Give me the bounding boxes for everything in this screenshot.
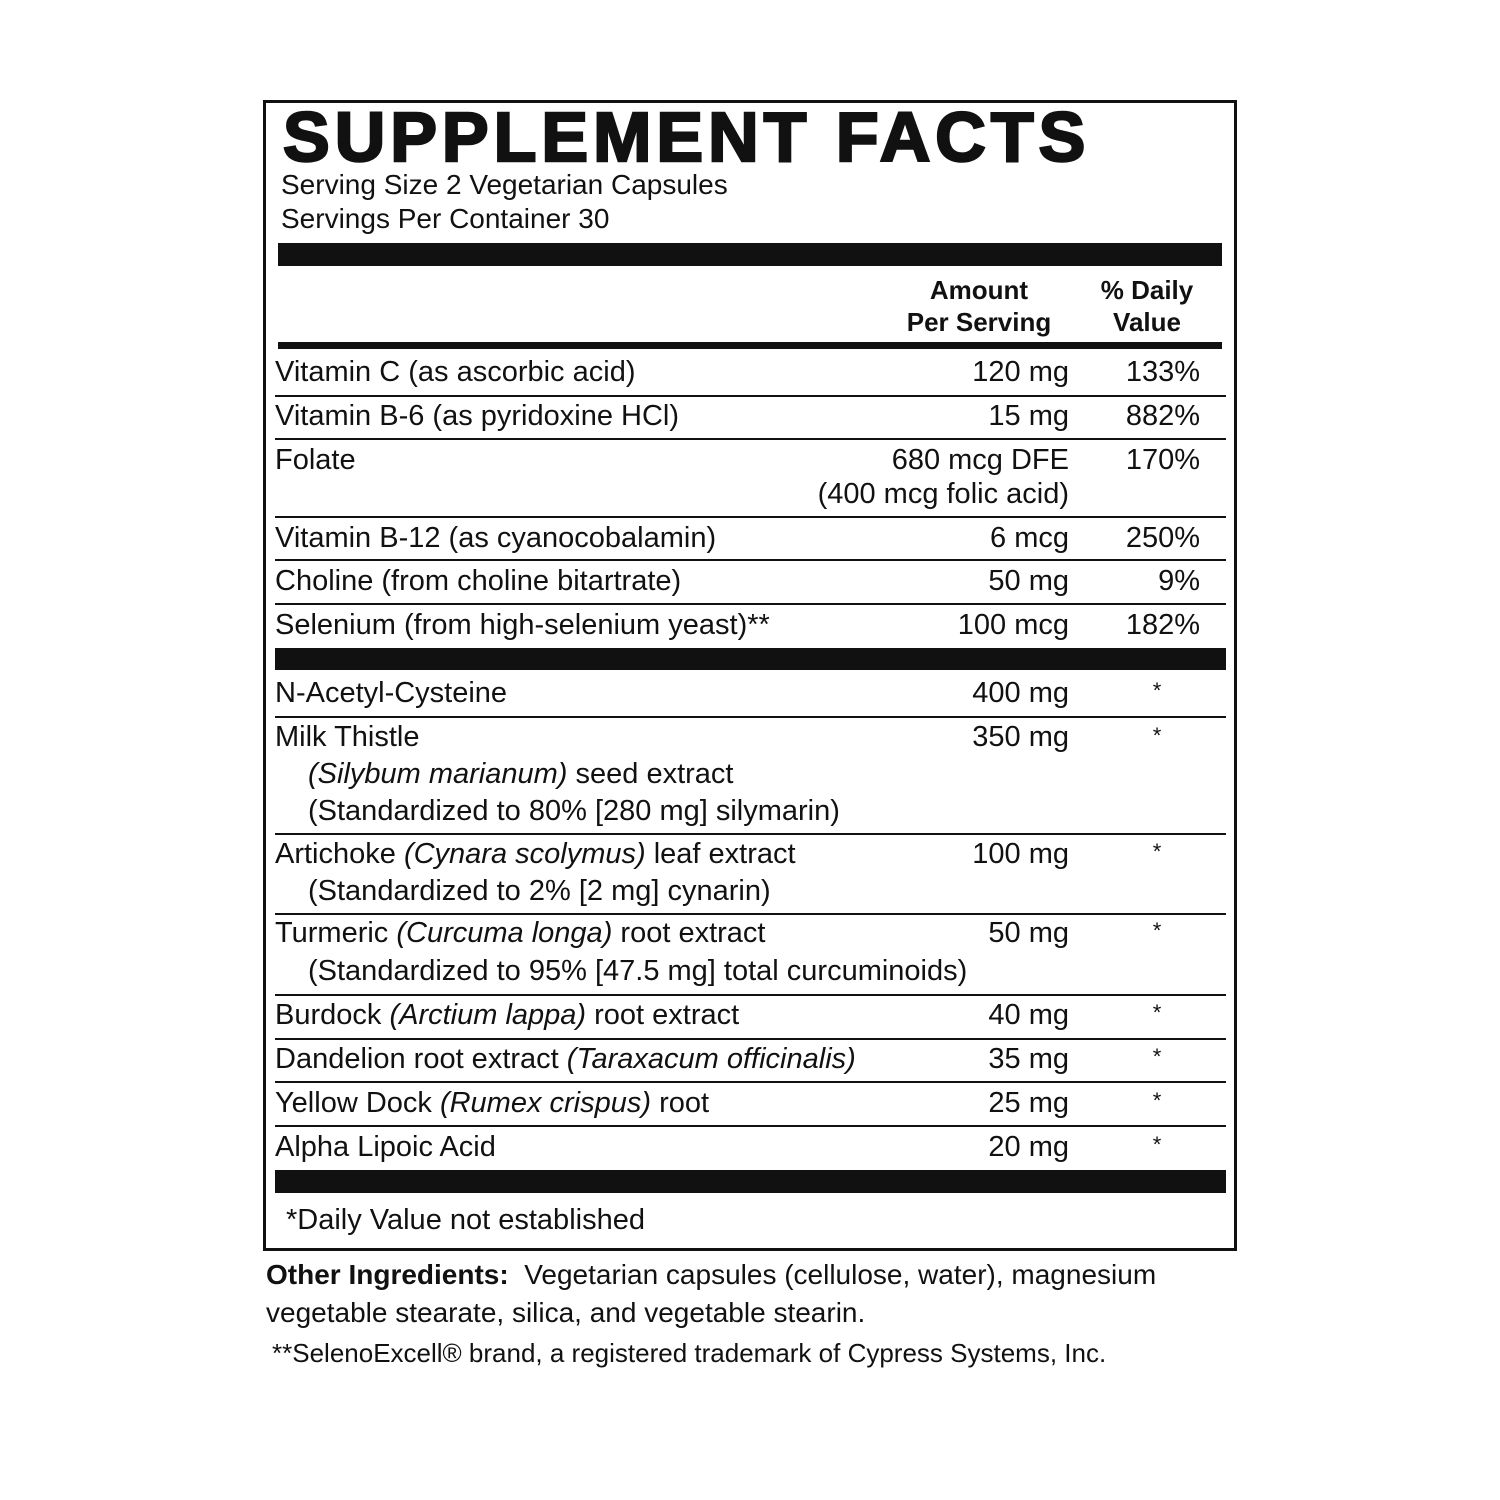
nutrient-dv: 882% <box>1125 400 1200 432</box>
nutrient-dv: 9% <box>1158 565 1200 597</box>
row-divider <box>275 438 1226 440</box>
dv-not-established-mark: * <box>1152 678 1162 703</box>
ingredient-name: Burdock (Arctium lappa) root extract <box>275 999 740 1031</box>
nutrient-name: Choline (from choline bitartrate) <box>275 565 682 597</box>
dv-not-established-mark: * <box>1152 1044 1162 1069</box>
row-divider <box>275 833 1226 835</box>
thick-divider <box>275 648 1226 670</box>
nutrient-dv: 250% <box>1125 522 1200 554</box>
daily-value-header: % Daily Value <box>1100 275 1194 337</box>
ingredient-name: Alpha Lipoic Acid <box>275 1131 496 1163</box>
nutrient-amount: 15 mg <box>988 400 1069 432</box>
ingredient-name: Yellow Dock (Rumex crispus) root <box>275 1087 710 1119</box>
ingredient-amount: 40 mg <box>988 999 1069 1031</box>
dv-not-established-mark: * <box>1152 1000 1162 1025</box>
nutrient-name: Vitamin C (as ascorbic acid) <box>275 356 636 388</box>
ingredient-name: Turmeric (Curcuma longa) root extract <box>275 917 766 949</box>
row-divider <box>275 516 1226 518</box>
nutrient-amount-detail: (400 mcg folic acid) <box>817 478 1069 510</box>
nutrient-name: Selenium (from high-selenium yeast)** <box>275 609 770 641</box>
nutrient-amount: 120 mg <box>972 356 1069 388</box>
row-divider <box>275 1081 1226 1083</box>
nutrient-dv: 170% <box>1125 444 1200 476</box>
nutrient-name: Vitamin B-6 (as pyridoxine HCl) <box>275 400 679 432</box>
dv-not-established-mark: * <box>1152 1088 1162 1113</box>
dv-not-established-mark: * <box>1152 918 1162 943</box>
ingredient-amount: 25 mg <box>988 1087 1069 1119</box>
ingredient-amount: 20 mg <box>988 1131 1069 1163</box>
amount-header: Amount Per Serving <box>906 275 1052 337</box>
thick-divider <box>278 243 1222 266</box>
row-divider <box>275 716 1226 718</box>
ingredient-name: Artichoke (Cynara scolymus) leaf extract <box>275 838 796 870</box>
dv-not-established-mark: * <box>1152 1132 1162 1157</box>
nutrient-name: Folate <box>275 444 356 476</box>
thick-divider <box>275 1170 1226 1193</box>
daily-value-footnote: *Daily Value not established <box>286 1204 645 1236</box>
ingredient-name: Dandelion root extract (Taraxacum officinalis) <box>275 1043 856 1075</box>
nutrient-name: Vitamin B-12 (as cyanocobalamin) <box>275 522 717 554</box>
ingredient-standardization: (Standardized to 2% [2 mg] cynarin) <box>308 875 771 907</box>
row-divider <box>275 603 1226 605</box>
nutrient-amount: 680 mcg DFE <box>891 444 1069 476</box>
nutrient-dv: 182% <box>1125 609 1200 641</box>
ingredient-amount: 50 mg <box>988 917 1069 949</box>
row-divider <box>275 395 1226 397</box>
trademark-note: **SelenoExcell® brand, a registered trademark of Cypress Systems, Inc. <box>272 1338 1107 1368</box>
servings-per-container: Servings Per Container 30 <box>281 203 610 234</box>
row-divider <box>275 1038 1226 1040</box>
nutrient-amount: 50 mg <box>988 565 1069 597</box>
nutrient-amount: 100 mcg <box>957 609 1069 641</box>
dv-not-established-mark: * <box>1152 723 1162 748</box>
row-divider <box>275 559 1226 561</box>
nutrient-amount: 6 mcg <box>990 522 1069 554</box>
ingredient-amount: 350 mg <box>972 721 1069 753</box>
serving-size: Serving Size 2 Vegetarian Capsules <box>281 169 728 200</box>
ingredient-amount: 400 mg <box>972 677 1069 709</box>
ingredient-name: N-Acetyl-Cysteine <box>275 677 508 709</box>
ingredient-standardization: (Standardized to 95% [47.5 mg] total curcuminoids) <box>308 955 968 987</box>
nutrient-dv: 133% <box>1125 356 1200 388</box>
ingredient-name: Milk Thistle <box>275 721 420 753</box>
other-ingredients-text: Vegetarian capsules (cellulose, water), magnesium vegetable stearate, silica, and vegetable stearin. <box>266 1259 1157 1328</box>
other-ingredients-label: Other Ingredients: <box>266 1259 509 1290</box>
row-divider <box>275 994 1226 996</box>
ingredient-amount: 35 mg <box>988 1043 1069 1075</box>
dv-not-established-mark: * <box>1152 839 1162 864</box>
row-divider <box>275 1125 1226 1127</box>
panel-title: SUPPLEMENT FACTS <box>283 98 1091 176</box>
header-divider <box>278 342 1222 349</box>
other-ingredients <box>266 1256 1226 1332</box>
ingredient-amount: 100 mg <box>972 838 1069 870</box>
ingredient-standardization: (Standardized to 80% [280 mg] silymarin) <box>308 795 840 827</box>
ingredient-detail: (Silybum marianum) seed extract <box>308 758 734 790</box>
